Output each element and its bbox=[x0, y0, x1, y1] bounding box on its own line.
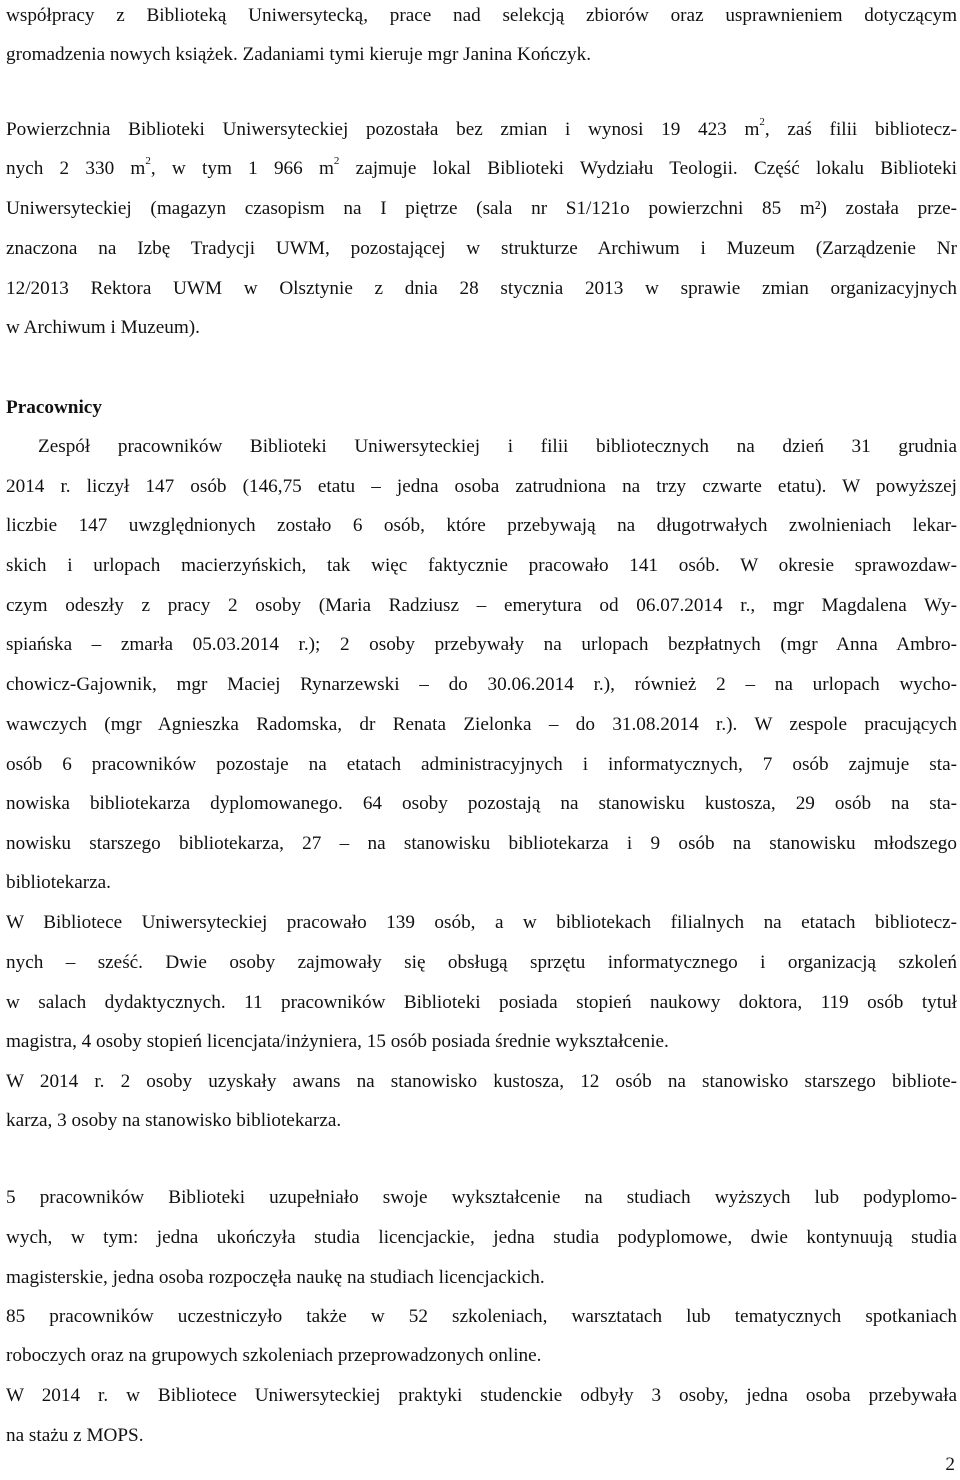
text-line: osób 6 pracowników pozostaje na etatach administracyjnych i informatycznych, 7 osób zajmuje sta- bbox=[6, 754, 957, 775]
text-line: skich i urlopach macierzyńskich, tak więc faktycznie pracowało 141 osób. W okresie sprawozdaw- bbox=[6, 555, 957, 576]
text-line: gromadzenia nowych książek. Zadaniami tymi kieruje mgr Janina Kończyk. bbox=[6, 44, 592, 65]
text-line: wawczych (mgr Agnieszka Radomska, dr Renata Zielonka – do 31.08.2014 r.). W zespole pracujących bbox=[6, 714, 957, 735]
text-line: W 2014 r. 2 osoby uzyskały awans na stanowisko kustosza, 12 osób na stanowisko starszego bibliote- bbox=[6, 1071, 957, 1092]
text-line: 85 pracowników uczestniczyło także w 52 szkoleniach, warsztatach lub tematycznych spotkaniach bbox=[6, 1306, 957, 1327]
text-line: nych 2 330 $m^2$, w tym 1 966 $m^2$ zajmuje lokal Biblioteki Wydziału Teologii. Część lokalu Biblioteki bbox=[6, 155, 957, 179]
text-line: nych – sześć. Dwie osoby zajmowały się obsługą sprzętu informatycznego i organizacją szkoleń bbox=[6, 952, 957, 973]
text-line: znaczona na Izbę Tradycji UWM, pozostającej w strukturze Archiwum i Muzeum (Zarządzenie Nr bbox=[6, 238, 957, 259]
text-line: liczbie 147 uwzględnionych zostało 6 osób, które przebywają na długotrwałych zwolnieniach lekar- bbox=[6, 515, 957, 536]
text-line: bibliotekarza. bbox=[6, 872, 111, 893]
text-line: magistra, 4 osoby stopień licencjata/inżyniera, 15 osób posiada średnie wykształcenie. bbox=[6, 1031, 669, 1052]
text-line: współpracy z Biblioteką Uniwersytecką, prace nad selekcją zbiorów oraz usprawnieniem dotyczącym bbox=[6, 5, 957, 26]
text-line: spiańska – zmarła 05.03.2014 r.); 2 osoby przebywały na urlopach bezpłatnych (mgr Anna Ambro- bbox=[6, 634, 957, 655]
text-line: nowisku starszego bibliotekarza, 27 – na stanowisku bibliotekarza i 9 osób na stanowisku młodszego bbox=[6, 833, 957, 854]
text-line: chowicz-Gajownik, mgr Maciej Rynarzewski – do 30.06.2014 r.), również 2 – na urlopach wycho- bbox=[6, 674, 957, 695]
text-line: Powierzchnia Biblioteki Uniwersyteckiej pozostała bez zmian i wynosi 19 423 $m^2$, zaś filii bibliotecz- bbox=[6, 116, 957, 140]
text-line: 12/2013 Rektora UWM w Olsztynie z dnia 28 stycznia 2013 w sprawie zmian organizacyjnych bbox=[6, 278, 957, 299]
text-line: Uniwersyteckiej (magazyn czasopism na I piętrze (sala nr S1/121o powierzchni 85 m²) została prze- bbox=[6, 198, 957, 219]
text-line: w salach dydaktycznych. 11 pracowników Biblioteki posiada stopień naukowy doktora, 119 osób tytuł bbox=[6, 992, 957, 1013]
text-line: Zespół pracowników Biblioteki Uniwersyteckiej i filii bibliotecznych na dzień 31 grudnia bbox=[38, 436, 957, 457]
text-line: W Bibliotece Uniwersyteckiej pracowało 139 osób, a w bibliotekach filialnych na etatach bibliotecz- bbox=[6, 912, 957, 933]
page-number: 2 bbox=[945, 1454, 955, 1475]
text-line: roboczych oraz na grupowych szkoleniach przeprowadzonych online. bbox=[6, 1345, 542, 1366]
text-line: nowiska bibliotekarza dyplomowanego. 64 osoby pozostają na stanowisku kustosza, 29 osób na sta- bbox=[6, 793, 957, 814]
text-line: magisterskie, jedna osoba rozpoczęła naukę na studiach licencjackich. bbox=[6, 1267, 545, 1288]
text-line: karza, 3 osoby na stanowisko bibliotekarza. bbox=[6, 1110, 342, 1131]
text-line: 2014 r. liczył 147 osób (146,75 etatu – jedna osoba zatrudniona na trzy czwarte etatu). W powyższej bbox=[6, 476, 957, 497]
text-line: w Archiwum i Muzeum). bbox=[6, 317, 200, 338]
text-line: czym odeszły z pracy 2 osoby (Maria Radziusz – emerytura od 06.07.2014 r., mgr Magdalena Wy- bbox=[6, 595, 957, 616]
text-line: 5 pracowników Biblioteki uzupełniało swoje wykształcenie na studiach wyższych lub podyplomo- bbox=[6, 1187, 957, 1208]
text-line: na stażu z MOPS. bbox=[6, 1425, 144, 1446]
text-line: W 2014 r. w Bibliotece Uniwersyteckiej praktyki studenckie odbyły 3 osoby, jedna osoba przebywała bbox=[6, 1385, 957, 1406]
text-line: wych, w tym: jedna ukończyła studia licencjackie, jedna studia podyplomowe, dwie kontynuują studia bbox=[6, 1227, 957, 1248]
section-heading: Pracownicy bbox=[6, 397, 102, 418]
